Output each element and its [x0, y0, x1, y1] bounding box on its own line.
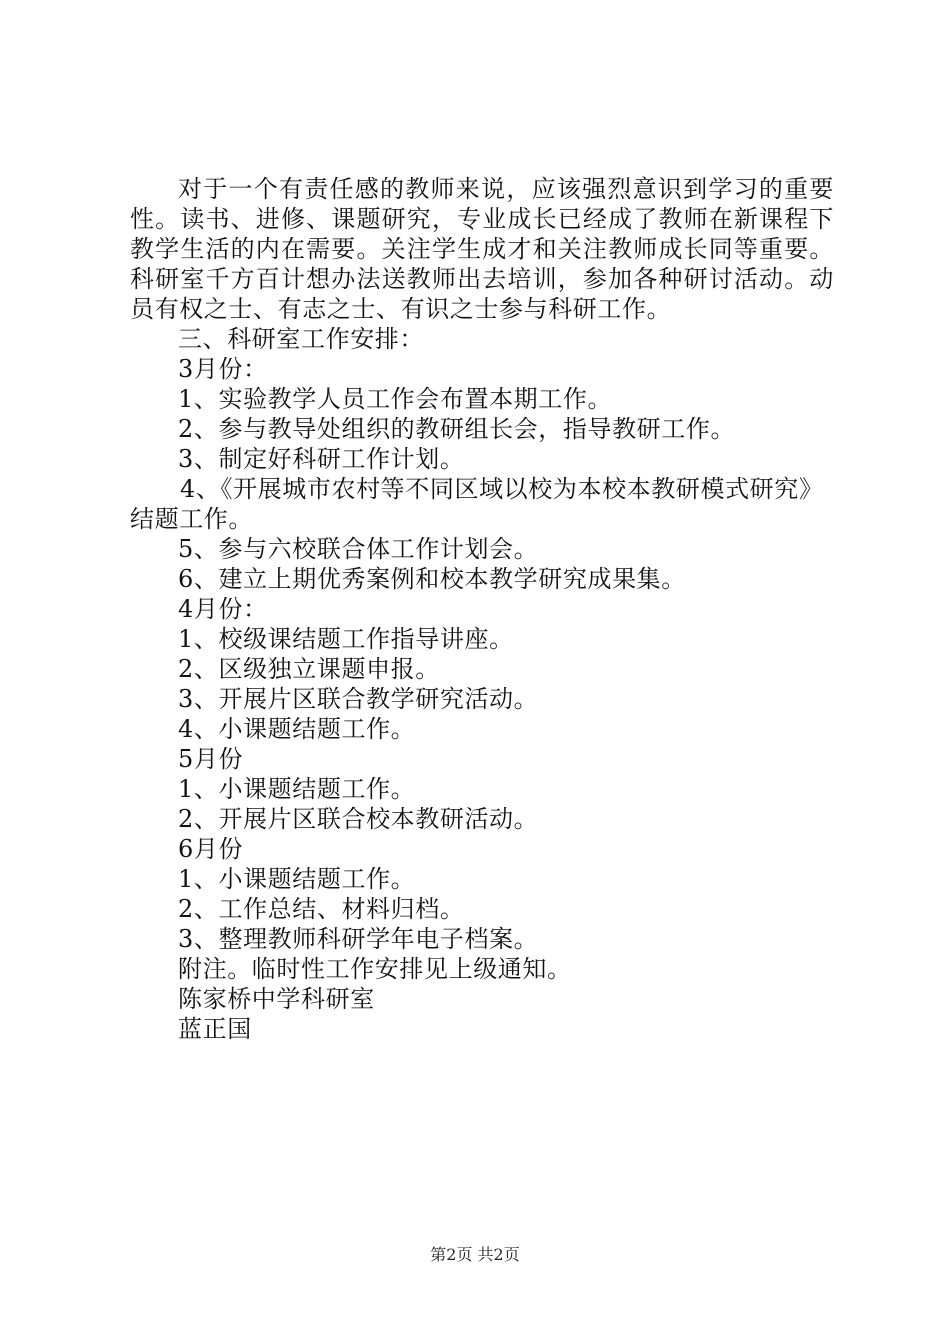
list-item: 3、制定好科研工作计划。 [178, 445, 465, 473]
list-item: 1、实验教学人员工作会布置本期工作。 [178, 385, 613, 413]
list-item: 5、参与六校联合体工作计划会。 [178, 535, 539, 563]
list-item: 1、小课题结题工作。 [178, 865, 416, 893]
document-body [130, 174, 834, 1044]
organization-signature: 陈家桥中学科研室 [178, 985, 375, 1013]
list-item: 3、开展片区联合教学研究活动。 [178, 685, 539, 713]
list-item: 6、建立上期优秀案例和校本教学研究成果集。 [178, 565, 686, 593]
list-item: 2、区级独立课题申报。 [178, 655, 440, 683]
page-footer: 第2页 共2页 [430, 1245, 520, 1264]
author-signature: 蓝正国 [178, 1015, 252, 1043]
section-heading: 三、科研室工作安排： [178, 325, 424, 353]
intro-paragraph: 对于一个有责任感的教师来说，应该强烈意识到学习的重要性。读书、进修、课题研究，专业成长已经成了教师在新课程下教学生活的内在需要。关注学生成才和关注教师成长同等重要。科研室千方百计想办法送教师出去培训，参加各种研讨活动。动员有权之士、有志之士、有识之士参与科研工作。 [130, 175, 834, 323]
list-item: 2、参与教导处组织的教研组长会，指导教研工作。 [178, 415, 736, 443]
list-item: 3、整理教师科研学年电子档案。 [178, 925, 539, 953]
month-label-march: 3月份： [178, 355, 268, 383]
list-item: 4、小课题结题工作。 [178, 715, 416, 743]
month-label-may: 5月份 [178, 745, 244, 773]
list-item: 1、小课题结题工作。 [178, 775, 416, 803]
month-label-june: 6月份 [178, 835, 244, 863]
list-item: 2、开展片区联合校本教研活动。 [178, 805, 539, 833]
month-label-april: 4月份： [178, 595, 268, 623]
list-item: 2、工作总结、材料归档。 [178, 895, 465, 923]
list-item: 1、校级课结题工作指导讲座。 [178, 625, 514, 653]
note: 附注。临时性工作安排见上级通知。 [178, 955, 572, 983]
list-item: 4、《开展城市农村等不同区域以校为本校本教研模式研究》结题工作。 [130, 475, 824, 533]
